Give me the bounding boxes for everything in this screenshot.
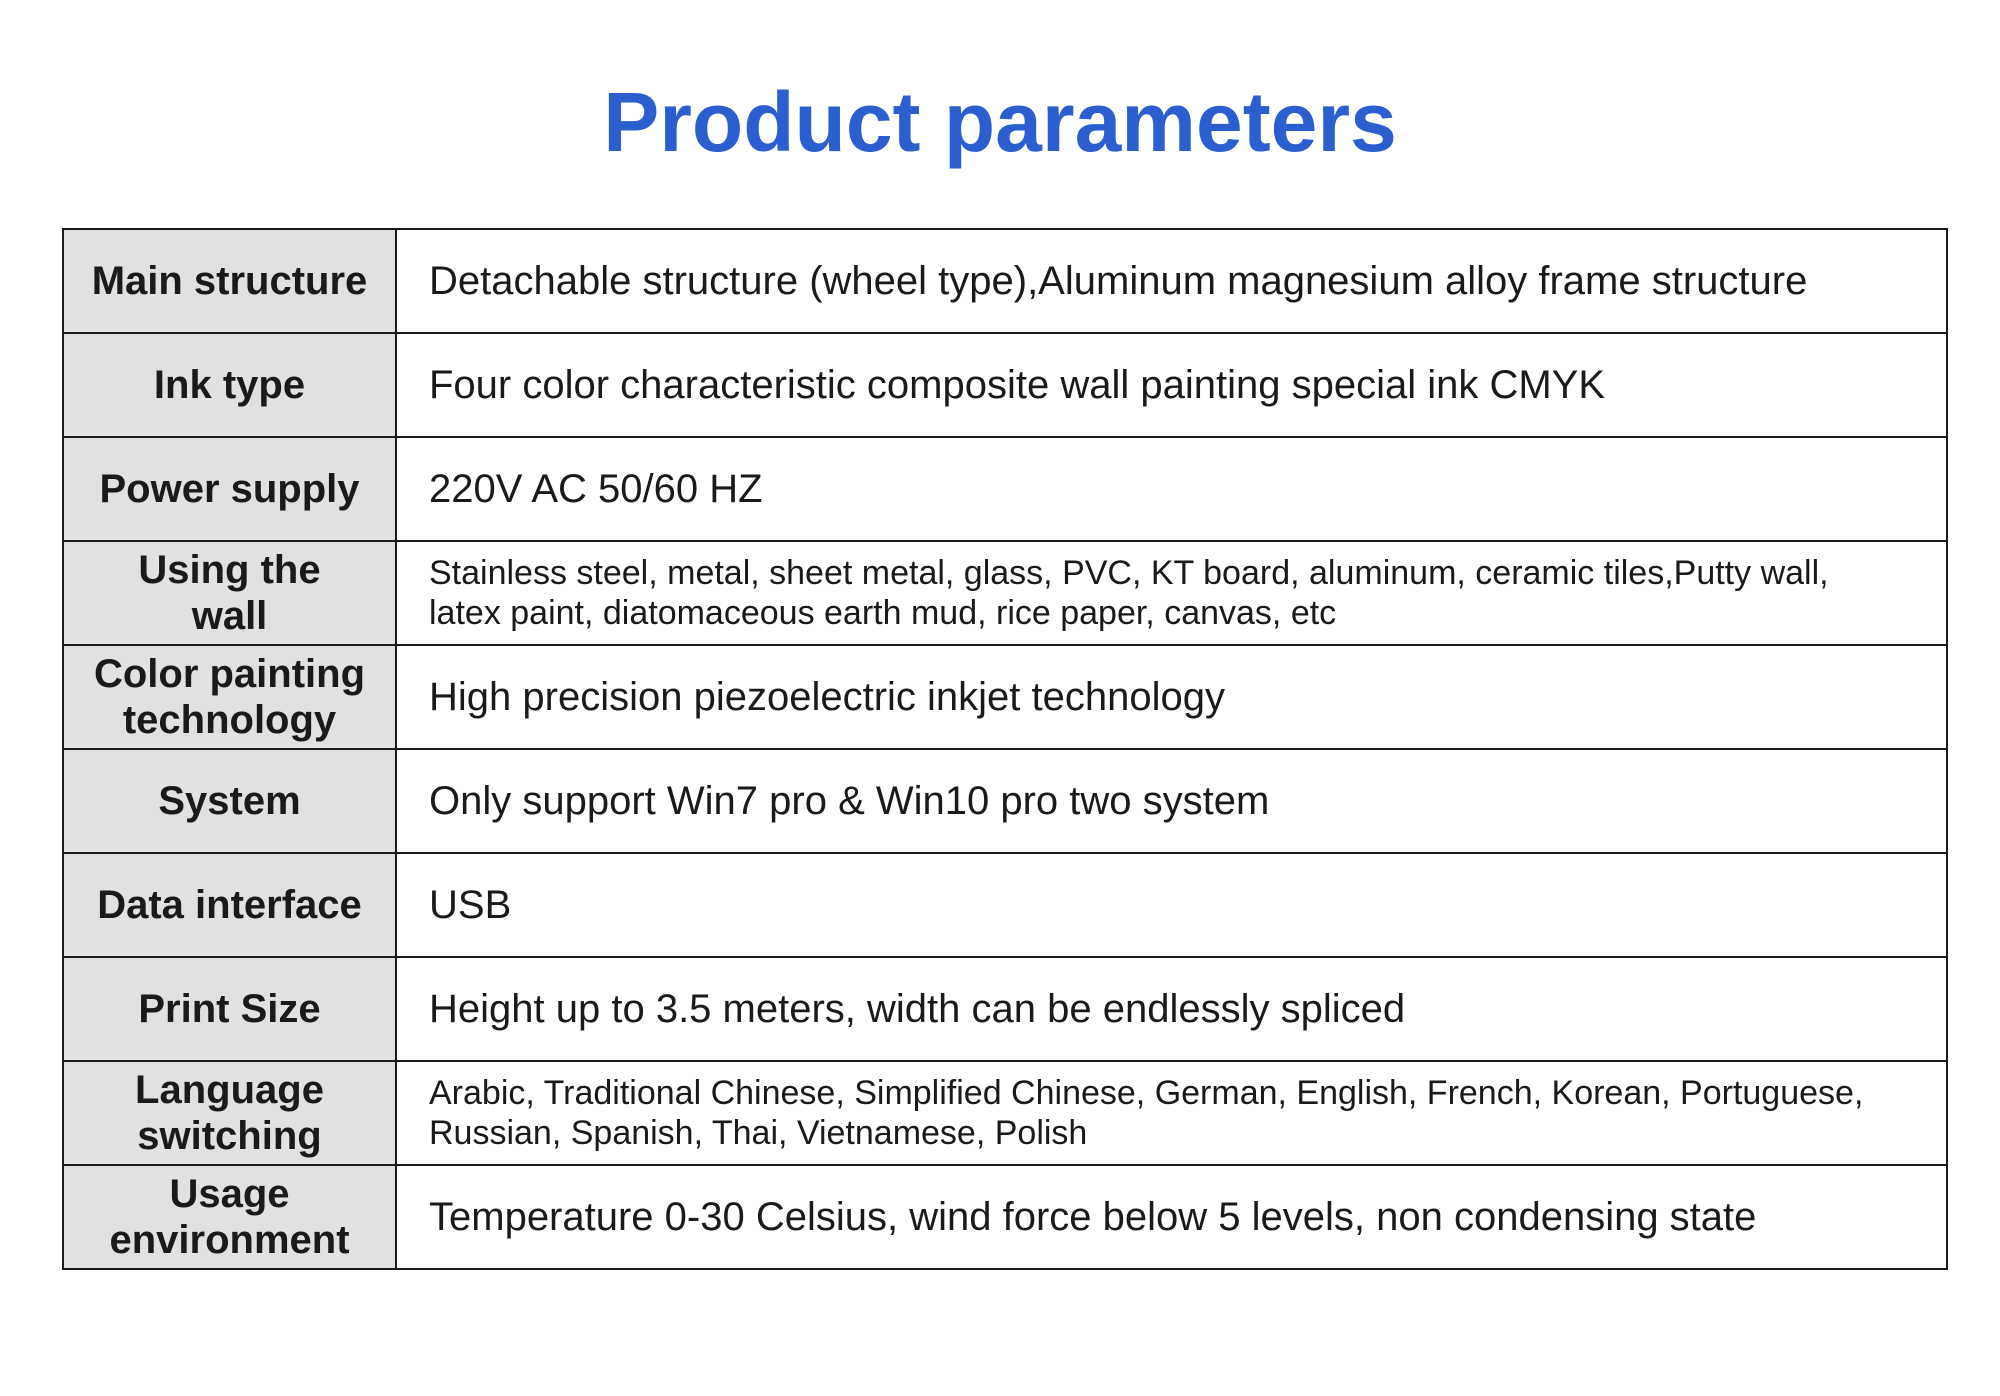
- row-value: Detachable structure (wheel type),Aluminum magnesium alloy frame structure: [429, 259, 1808, 303]
- row-value: Only support Win7 pro & Win10 pro two system: [429, 779, 1270, 823]
- row-label-cell: [63, 957, 396, 1061]
- row-value: 220V AC 50/60 HZ: [429, 467, 763, 511]
- table-row: [63, 957, 1947, 1061]
- table-row: [63, 333, 1947, 437]
- table-row: [63, 1165, 1947, 1269]
- row-label-cell: [63, 645, 396, 749]
- table-row: [63, 749, 1947, 853]
- row-value-cell: [396, 541, 1947, 645]
- table-row: [63, 541, 1947, 645]
- parameters-table: [62, 228, 1948, 1270]
- row-label: Main structure: [91, 259, 368, 303]
- row-value: Stainless steel, metal, sheet metal, glass, PVC, KT board, aluminum, ceramic tiles,Putty wall, latex paint, diatomaceous earth mud, rice paper, canvas, etc: [429, 554, 1829, 632]
- row-label: Usage environment: [109, 1172, 350, 1262]
- row-label-cell: [63, 333, 396, 437]
- row-label-cell: [63, 1165, 396, 1269]
- row-label-cell: [63, 853, 396, 957]
- row-value-cell: [396, 437, 1947, 541]
- row-value-cell: [396, 853, 1947, 957]
- row-value-cell: [396, 957, 1947, 1061]
- row-label: System: [158, 779, 301, 823]
- row-label: Ink type: [153, 363, 306, 407]
- row-value-cell: [396, 333, 1947, 437]
- row-label-cell: [63, 749, 396, 853]
- table-row: [63, 645, 1947, 749]
- table-row: [63, 1061, 1947, 1165]
- row-label: Print Size: [138, 987, 321, 1031]
- row-label: Color painting technology: [93, 652, 366, 742]
- table-row: [63, 229, 1947, 333]
- row-label: Language switching: [135, 1068, 324, 1158]
- row-value: Height up to 3.5 meters, width can be endlessly spliced: [429, 987, 1406, 1031]
- row-label-cell: [63, 437, 396, 541]
- table-row: [63, 853, 1947, 957]
- row-value-cell: [396, 749, 1947, 853]
- table-row: [63, 437, 1947, 541]
- row-label: Power supply: [99, 467, 360, 511]
- row-value: Four color characteristic composite wall painting special ink CMYK: [429, 363, 1606, 407]
- row-value-cell: [396, 1061, 1947, 1165]
- row-value-cell: [396, 1165, 1947, 1269]
- row-value: USB: [429, 883, 512, 927]
- row-label: Using the wall: [138, 548, 321, 638]
- row-value: Temperature 0-30 Celsius, wind force below 5 levels, non condensing state: [429, 1195, 1757, 1239]
- row-value-cell: [396, 229, 1947, 333]
- row-label-cell: [63, 229, 396, 333]
- row-value: High precision piezoelectric inkjet technology: [429, 675, 1225, 719]
- row-value-cell: [396, 645, 1947, 749]
- page-title: Product parameters: [603, 75, 1397, 169]
- row-label: Data interface: [97, 883, 362, 927]
- row-value: Arabic, Traditional Chinese, Simplified Chinese, German, English, French, Korean, Portuguese, Russian, Spanish, Thai, Vietnamese, Polish: [429, 1074, 1864, 1152]
- row-label-cell: [63, 1061, 396, 1165]
- row-label-cell: [63, 541, 396, 645]
